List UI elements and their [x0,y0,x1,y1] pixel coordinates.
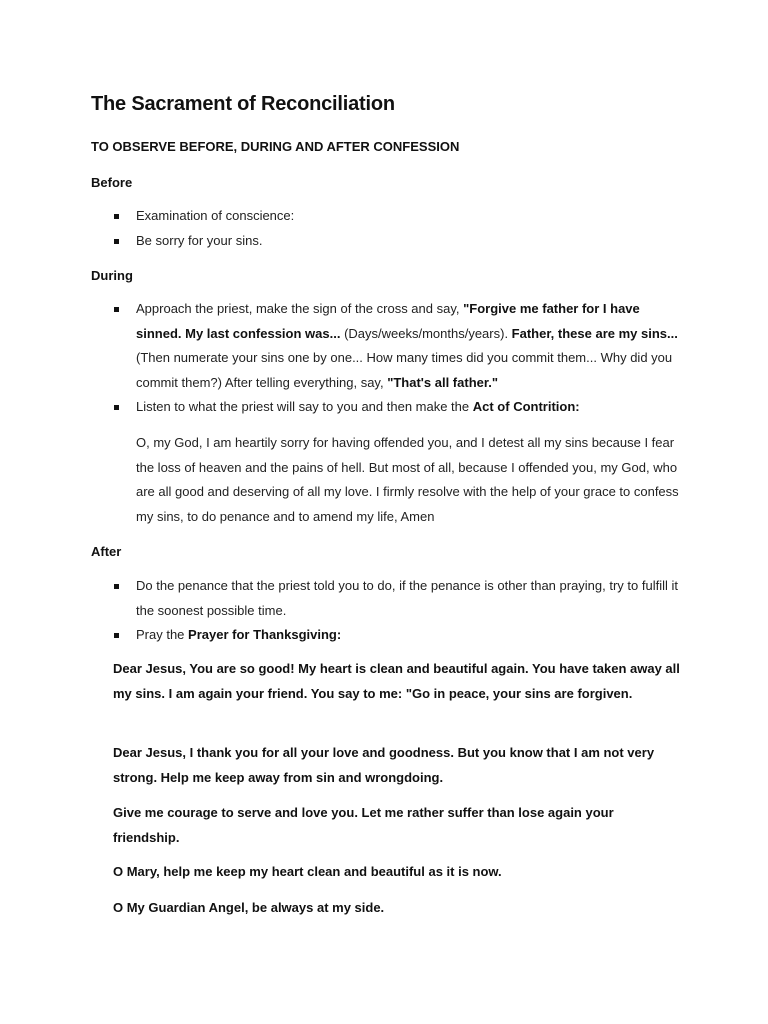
after-list [91,574,681,648]
section-heading-before: Before [91,175,133,190]
list-item: Be sorry for your sins. [91,229,681,254]
prayer-paragraph: O My Guardian Angel, be always at my side. [113,900,385,915]
section-heading-during: During [91,268,133,283]
document-subtitle: TO OBSERVE BEFORE, DURING AND AFTER CONFESSION [91,139,460,154]
list-item [91,297,681,395]
list-item-text: (Days/weeks/months/years). [340,325,512,341]
list-item-bold-text: Act of Contrition: [472,399,580,414]
list-item-bold-text: Father, these are my sins... [511,325,678,341]
list-item-text: Listen to what the priest will say to you and then make the [136,399,473,414]
list-item-text: (Then numerate your sins one by one... How many times did you commit them... Why did you commit them?) After telling everything, say, [136,350,673,390]
list-item [91,623,681,648]
list-item-bold-text: Prayer for Thanksgiving: [188,627,342,642]
list-item-bold-text: "Forgive me father for I have sinned. My last confession was... [136,301,640,341]
during-list [91,297,681,420]
list-item-text: Pray the [136,627,189,642]
prayer-paragraph: O Mary, help me keep my heart clean and beautiful as it is now. [113,864,502,879]
prayer-paragraph: Dear Jesus, You are so good! My heart is clean and beautiful again. You have taken away all my sins. I am again your friend. You say to me: "Go in peace, your sins are forgiven. [113,661,680,701]
list-item: Examination of conscience: [91,204,681,229]
list-item-bold-text: "That's all father." [387,374,498,390]
list-item [91,395,681,420]
document-title: The Sacrament of Reconciliation [91,93,395,115]
act-of-contrition-text: O, my God, I am heartily sorry for having offended you, and I detest all my sins because I fear the loss of heaven and the pains of hell. But most of all, because I offended you, my God, who are all good and deserving of all my love. I firmly resolve with the help of your grace to confess my sins, to do penance and to amend my life, Amen [136,435,679,524]
section-heading-after: After [91,544,122,559]
prayer-paragraph: Dear Jesus, I thank you for all your love and goodness. But you know that I am not very strong. Help me keep away from sin and wrongdoing. [113,745,655,785]
prayer-paragraph: Give me courage to serve and love you. Let me rather suffer than lose again your friendship. [113,805,614,845]
before-list [91,204,681,253]
list-item: Do the penance that the priest told you to do, if the penance is other than praying, try to fulfill it the soonest possible time. [91,574,681,623]
list-item-text: Approach the priest, make the sign of the cross and say, [136,301,464,316]
